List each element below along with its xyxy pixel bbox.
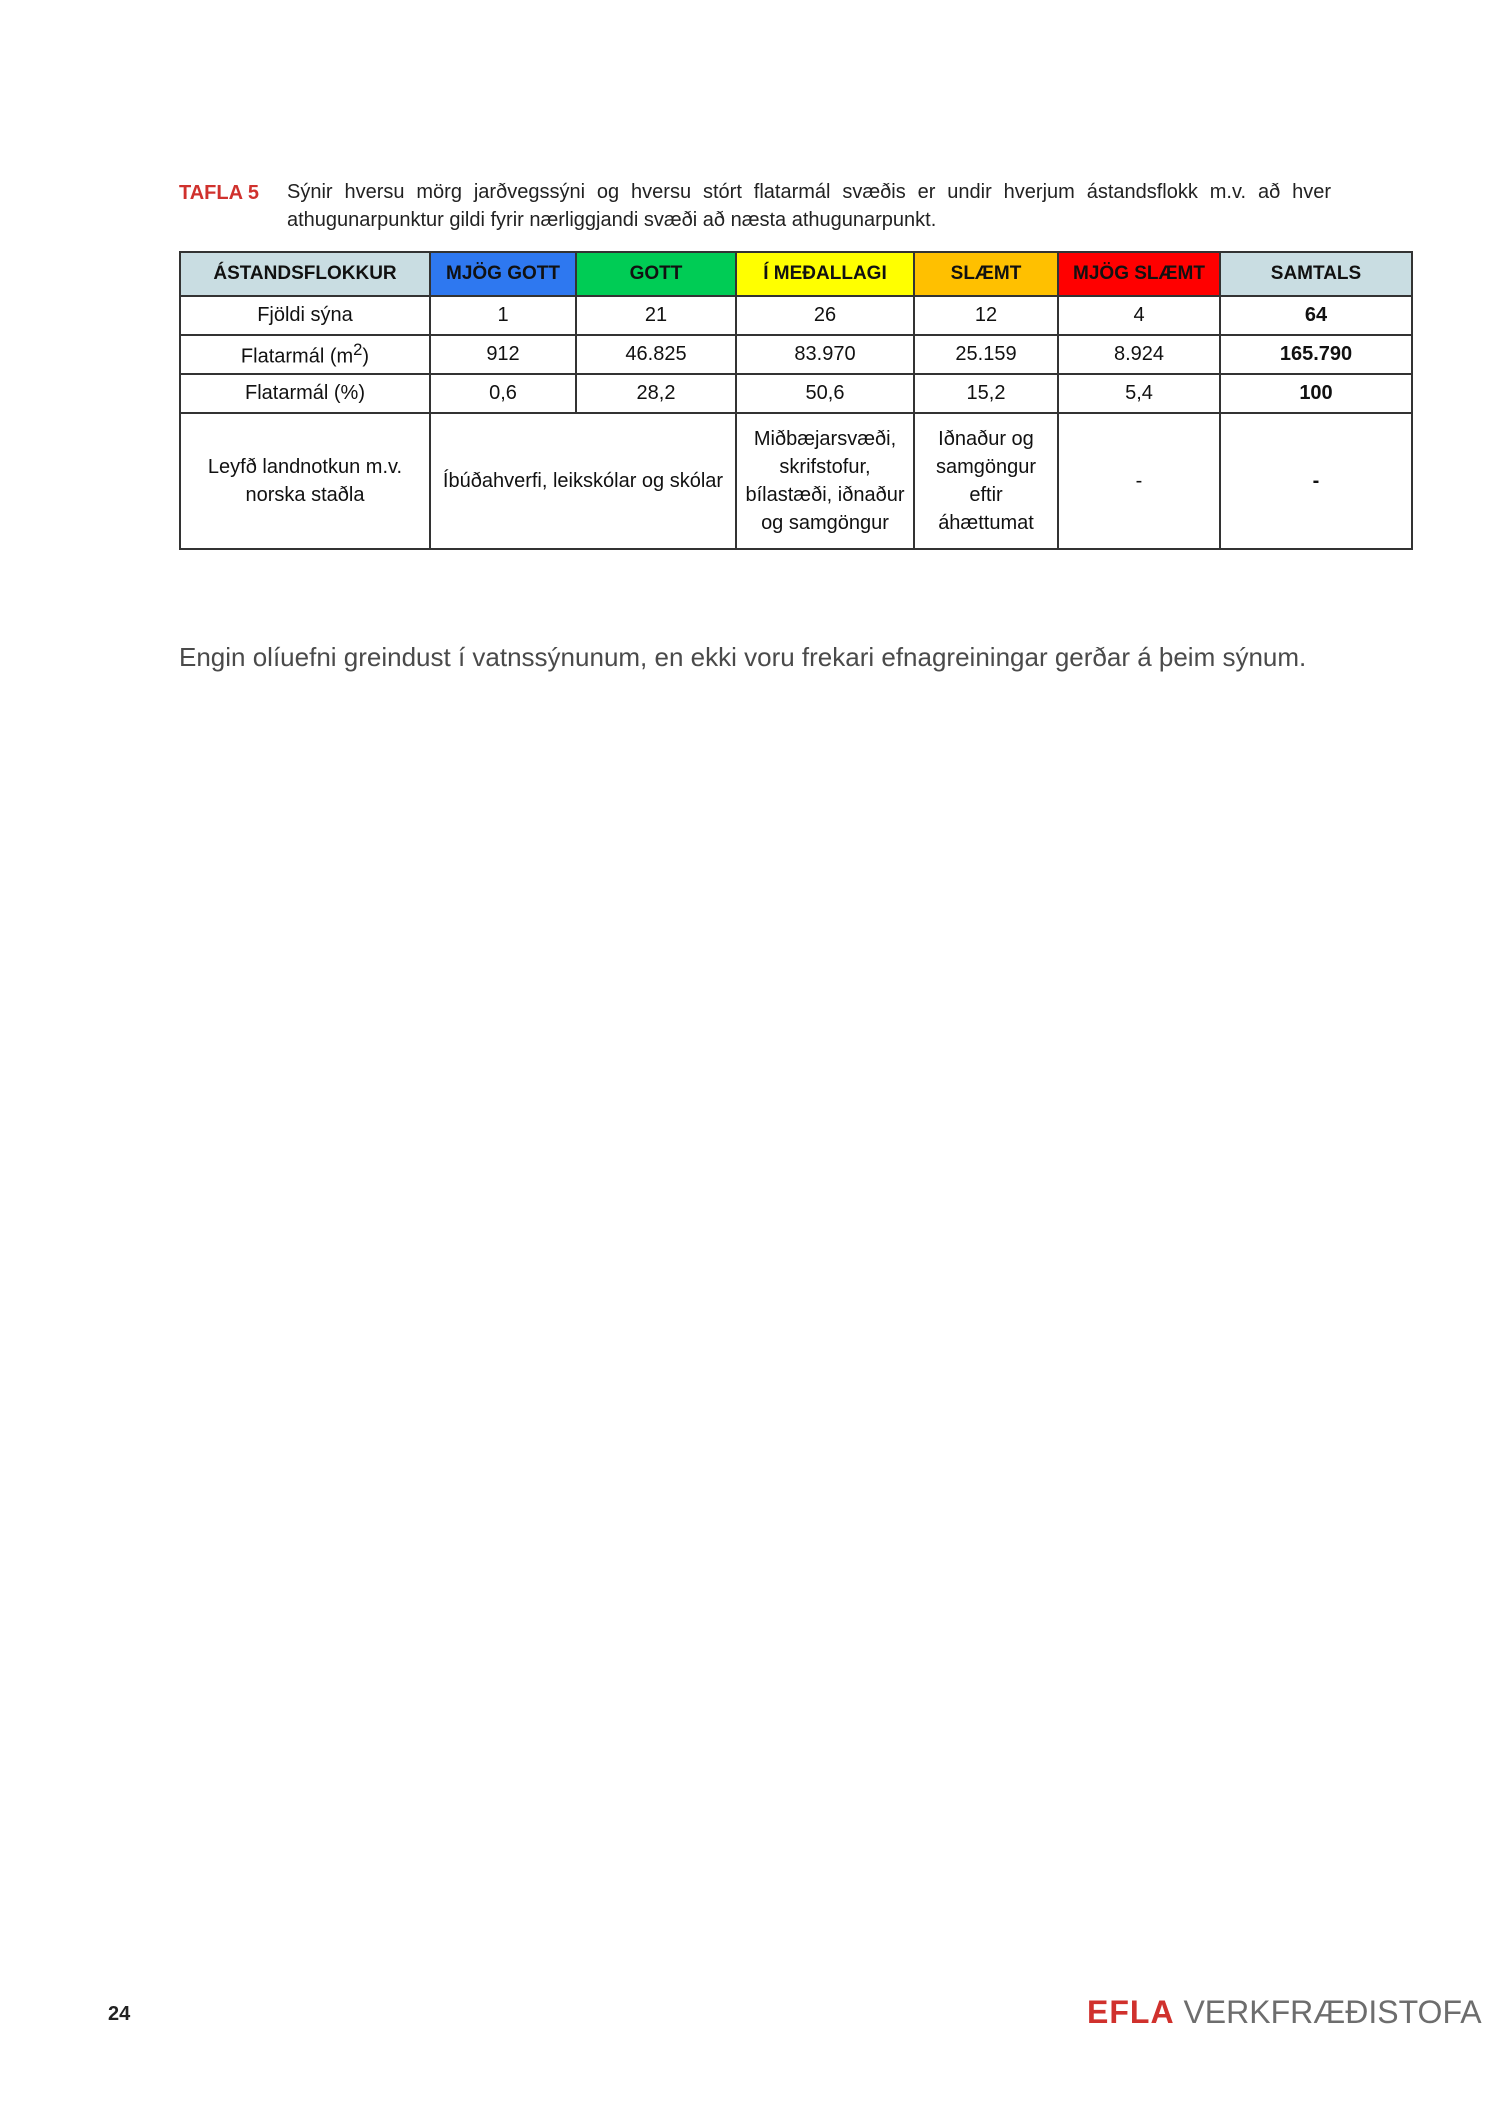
row-label-suffix: ) xyxy=(362,345,370,368)
table-header-row xyxy=(180,252,1412,296)
row-label xyxy=(180,335,430,374)
landuse-good: Íbúðahverfi, leikskólar og skólar xyxy=(430,413,736,549)
body-paragraph: Engin olíuefni greindust í vatnssýnunum, en ekki voru frekari efnagreiningar gerðar á þeim sýnum. xyxy=(179,642,1307,672)
table-cell: 26 xyxy=(736,296,914,335)
landuse-total: - xyxy=(1220,413,1412,549)
header-good: GOTT xyxy=(576,252,736,296)
logo-suffix: VERKFRÆÐISTOFA xyxy=(1174,1994,1482,2030)
header-bad: SLÆMT xyxy=(914,252,1058,296)
table-cell: 28,2 xyxy=(576,374,736,413)
row-label: Fjöldi sýna xyxy=(180,296,430,335)
header-average: Í MEÐALLAGI xyxy=(736,252,914,296)
header-very-bad: MJÖG SLÆMT xyxy=(1058,252,1220,296)
table-row-landuse xyxy=(180,413,1412,549)
table-row xyxy=(180,296,1412,335)
page-number: 24 xyxy=(108,2003,131,2025)
header-very-good: MJÖG GOTT xyxy=(430,252,576,296)
caption-text: Sýnir hversu mörg jarðvegssýni og hversu stórt flatarmál svæðis er undir hverjum ástandsflokk m.v. að hver athugunarpunktur gildi fyrir nærliggjandi svæði að næsta athugunarpunkt. xyxy=(287,181,1331,231)
caption-label: TAFLA 5 xyxy=(179,182,259,204)
landuse-bad: Iðnaður og samgöngur eftir áhættumat xyxy=(914,413,1058,549)
table-cell: 50,6 xyxy=(736,374,914,413)
table-cell: 0,6 xyxy=(430,374,576,413)
table-cell-total: 64 xyxy=(1220,296,1412,335)
table-cell-total: 100 xyxy=(1220,374,1412,413)
condition-table xyxy=(179,251,1413,550)
table-cell: 25.159 xyxy=(914,335,1058,374)
table-cell-total: 165.790 xyxy=(1220,335,1412,374)
logo-brand: EFLA xyxy=(1087,1994,1175,2030)
row-label-superscript: 2 xyxy=(353,340,363,360)
table-cell: 46.825 xyxy=(576,335,736,374)
landuse-medium: Miðbæjarsvæði, skrifstofur, bílastæði, iðnaður og samgöngur xyxy=(736,413,914,549)
header-total: SAMTALS xyxy=(1220,252,1412,296)
header-category: ÁSTANDSFLOKKUR xyxy=(180,252,430,296)
landuse-label: Leyfð landnotkun m.v. norska staðla xyxy=(180,413,430,549)
table-row xyxy=(180,374,1412,413)
table-cell: 5,4 xyxy=(1058,374,1220,413)
table-cell: 12 xyxy=(914,296,1058,335)
table-cell: 4 xyxy=(1058,296,1220,335)
table-cell: 912 xyxy=(430,335,576,374)
table-cell: 83.970 xyxy=(736,335,914,374)
table-cell: 15,2 xyxy=(914,374,1058,413)
efla-logo xyxy=(1087,1994,1482,2031)
table-cell: 21 xyxy=(576,296,736,335)
table-cell: 8.924 xyxy=(1058,335,1220,374)
table-row xyxy=(180,335,1412,374)
table-cell: 1 xyxy=(430,296,576,335)
landuse-very-bad: - xyxy=(1058,413,1220,549)
row-label: Flatarmál (%) xyxy=(180,374,430,413)
row-label-text: Flatarmál (m xyxy=(240,345,354,368)
